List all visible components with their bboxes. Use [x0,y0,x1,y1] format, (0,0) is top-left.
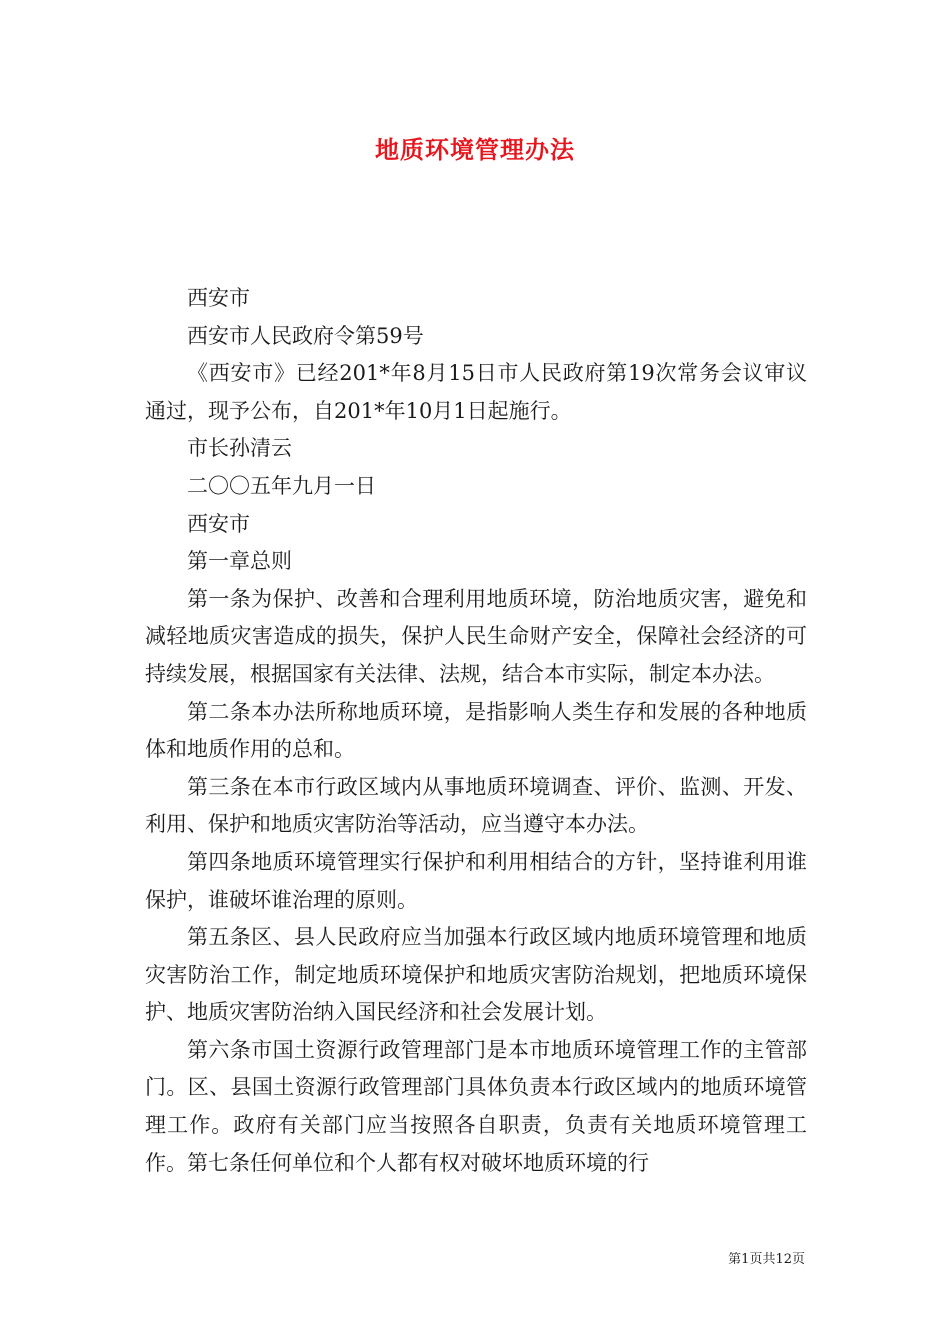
paragraph-article-5: 第五条区、县人民政府应当加强本行政区域内地质环境管理和地质灾害防治工作，制定地质环境保护和地质灾害防治规划，把地质环境保护、地质灾害防治纳入国民经济和社会发展计划。 [145,925,807,1025]
paragraph-article-4: 第四条地质环境管理实行保护和利用相结合的方针，坚持谁利用谁保护，谁破坏谁治理的原则。 [145,849,807,912]
paragraph-date: 二〇〇五年九月一日 [187,473,376,498]
paragraph-announcement: 《西安市》已经201*年8月15日市人民政府第19次常务会议审议通过，现予公布，自201*年10月1日起施行。 [145,361,807,423]
document-title: 地质环境管理办法 [375,135,575,164]
paragraph-city: 西安市 [187,286,250,310]
paragraph-order-number: 西安市人民政府令第59号 [187,323,424,348]
paragraph-mayor: 市长孙清云 [187,436,292,461]
paragraph-article-2: 第二条本办法所称地质环境，是指影响人类生存和发展的各种地质体和地质作用的总和。 [145,699,807,762]
paragraph-city-2: 西安市 [187,511,250,536]
paragraph-article-3: 第三条在本市行政区域内从事地质环境调查、评价、监测、开发、利用、保护和地质灾害防治等活动，应当遵守本办法。 [145,774,807,837]
paragraph-article-1: 第一条为保护、改善和合理利用地质环境，防治地质灾害，避免和减轻地质灾害造成的损失，保护人民生命财产安全，保障社会经济的可持续发展，根据国家有关法律、法规，结合本市实际，制定本办法。 [145,586,807,686]
document-body [145,280,807,1182]
paragraph-article-6: 第六条市国土资源行政管理部门是本市地质环境管理工作的主管部门。区、县国土资源行政管理部门具体负责本行政区域内的地质环境管理工作。政府有关部门应当按照各自职责，负责有关地质环境管理工作。第七条任何单位和个人都有权对破坏地质环境的行 [145,1037,807,1175]
page-number-footer: 第1页共12页 [728,1252,805,1267]
paragraph-chapter-heading: 第一章总则 [187,549,292,574]
